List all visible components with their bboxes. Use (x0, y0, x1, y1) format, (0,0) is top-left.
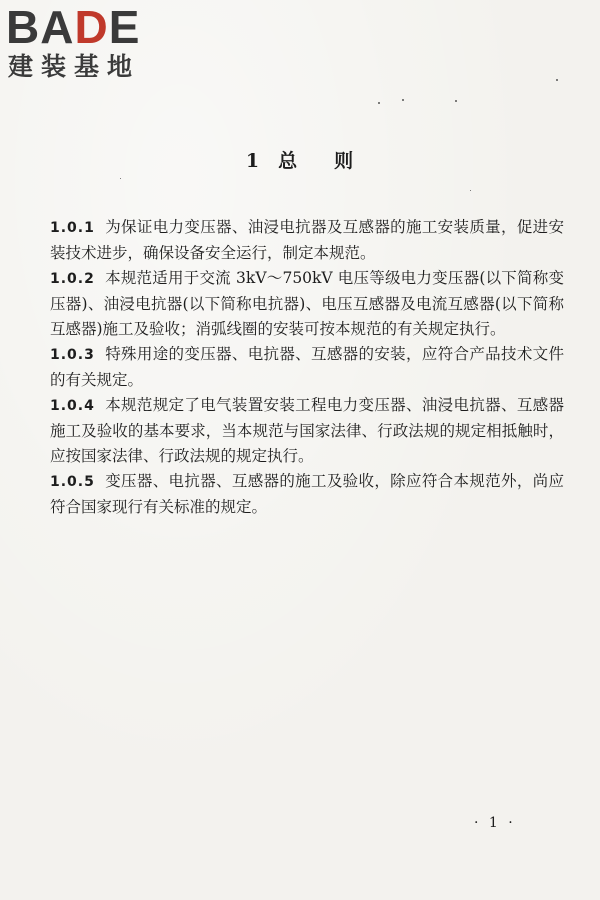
clause-number: 1.0.4 (50, 398, 95, 414)
clause-1-0-1 (50, 215, 564, 266)
clause-text: 本规范适用于交流 3kV～750kV 电压等级电力变压器(以下简称变压器)、油浸电抗器(以下简称电抗器)、电压互感器及电流互感器(以下简称互感器)施工及验收；消弧线圈的安装可按本规范的有关规定执行。 (50, 269, 564, 338)
clause-1-0-2 (50, 266, 564, 342)
chapter-title-char1: 总 (278, 150, 299, 172)
clause-1-0-5 (50, 469, 564, 520)
chapter-content (50, 215, 564, 520)
scan-speck (556, 79, 558, 81)
clause-text: 变压器、电抗器、互感器的施工及验收，除应符合本规范外，尚应符合国家现行有关标准的规定。 (50, 472, 564, 516)
scan-speck (120, 178, 121, 179)
scan-speck (470, 190, 471, 191)
clause-number: 1.0.5 (50, 474, 95, 490)
scan-speck (378, 102, 380, 104)
clause-number: 1.0.1 (50, 220, 95, 236)
clause-text: 特殊用途的变压器、电抗器、互感器的安装，应符合产品技术文件的有关规定。 (50, 345, 564, 389)
logo-brand-suffix: E (108, 1, 141, 53)
clause-number: 1.0.2 (50, 271, 95, 287)
watermark-logo (6, 1, 176, 84)
scan-speck (455, 100, 457, 102)
logo-brand-accent: D (74, 1, 109, 53)
page-number: · 1 · (474, 815, 516, 831)
clause-number: 1.0.3 (50, 347, 95, 363)
scan-speck (402, 99, 404, 101)
logo-subtitle: 建装基地 (8, 52, 141, 81)
chapter-title (0, 146, 600, 173)
clause-1-0-4 (50, 393, 564, 469)
clause-text: 本规范规定了电气装置安装工程电力变压器、油浸电抗器、互感器施工及验收的基本要求，当本规范与国家法律、行政法规的规定相抵触时，应按国家法律、行政法规的规定执行。 (50, 396, 564, 465)
clause-1-0-3 (50, 342, 564, 393)
logo-brand (6, 1, 141, 53)
chapter-number: 1 (245, 150, 261, 172)
logo-brand-prefix: BA (6, 1, 75, 53)
chapter-title-char2: 则 (334, 150, 355, 172)
clause-text: 为保证电力变压器、油浸电抗器及互感器的施工安装质量，促进安装技术进步，确保设备安全运行，制定本规范。 (50, 218, 564, 262)
